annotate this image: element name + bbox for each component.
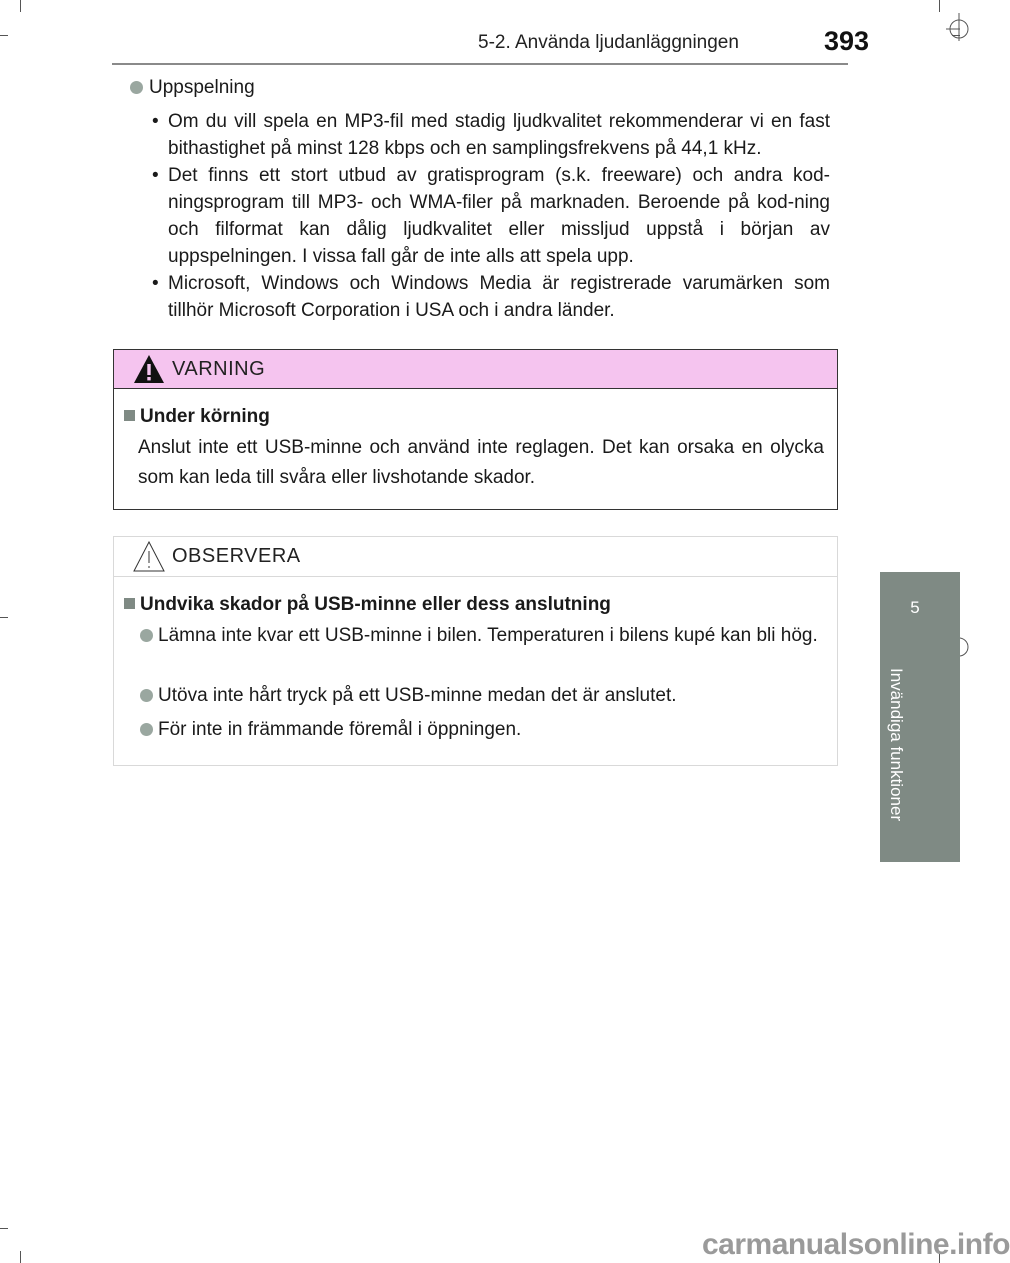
section-title: 5-2. Använda ljudanläggningen <box>478 32 739 53</box>
crop-mark <box>939 0 940 12</box>
warning-text: Anslut inte ett USB-minne och använd inte reglagen. Det kan orsaka en olycka som kan leda till svåra eller livshotande skador. <box>138 437 824 488</box>
notice-item-text: För inte in främmande föremål i öppningen. <box>158 719 522 740</box>
caution-outline-icon <box>132 540 166 574</box>
chapter-title-text: Invändiga funktioner <box>887 668 906 822</box>
notice-subheading <box>124 594 611 616</box>
list-item <box>140 681 848 711</box>
list-item <box>140 621 848 651</box>
intro-bullet-list <box>148 108 830 324</box>
notice-box <box>113 536 838 766</box>
notice-item-text: Utöva inte hårt tryck på ett USB-minne medan det är anslutet. <box>158 685 677 706</box>
list-item: • Det finns ett stort utbud av gratisprogram (s.k. freeware) och andra kod-ningsprogram till MP3- och WMA-filer på marknaden. Beroende på kod-ning och filformat kan dålig ljudkvalitet eller missljud uppstå i början av uppspelningen. I vissa fall går de inte alls att spela upp. <box>148 162 830 270</box>
warning-icon <box>132 353 166 385</box>
warning-box <box>113 349 838 510</box>
square-bullet-icon <box>124 598 135 609</box>
header-divider <box>112 63 848 65</box>
crop-mark <box>20 1251 21 1263</box>
bullet-dot-icon <box>130 81 143 94</box>
list-item <box>140 715 848 745</box>
crop-mark <box>20 0 21 12</box>
notice-title: OBSERVERA <box>172 545 301 567</box>
notice-item-text: Lämna inte kvar ett USB-minne i bilen. Temperaturen i bilens kupé kan bli hög. <box>158 625 818 646</box>
crop-mark <box>0 1228 8 1229</box>
bullet-dot-icon <box>140 723 153 736</box>
warning-header <box>114 350 837 389</box>
intro-heading <box>130 77 255 99</box>
intro-heading-text: Uppspelning <box>149 77 255 98</box>
crop-mark <box>0 35 8 36</box>
warning-subheading-text: Under körning <box>140 406 270 427</box>
crop-mark <box>0 617 8 618</box>
chapter-title <box>887 668 907 822</box>
warning-subheading <box>124 406 270 428</box>
chapter-number: 5 <box>910 598 920 617</box>
square-bullet-icon <box>124 410 135 421</box>
notice-subheading-text: Undvika skador på USB-minne eller dess anslutning <box>140 594 611 615</box>
registration-mark-icon <box>938 13 960 41</box>
notice-header <box>114 537 837 577</box>
list-item: • Om du vill spela en MP3-fil med stadig ljudkvalitet rekommenderar vi en fast bithastighet på minst 128 kbps och en samplingsfrekvens på 44,1 kHz. <box>148 108 830 162</box>
bullet-dot-icon <box>140 689 153 702</box>
page-number: 393 <box>824 26 870 56</box>
list-item: • Microsoft, Windows och Windows Media är registrerade varumärken som tillhör Microsoft Corporation i USA och i andra länder. <box>148 270 830 324</box>
watermark: carmanualsonline.info <box>702 1228 1010 1261</box>
bullet-dot-icon <box>140 629 153 642</box>
warning-title: VARNING <box>172 358 266 380</box>
